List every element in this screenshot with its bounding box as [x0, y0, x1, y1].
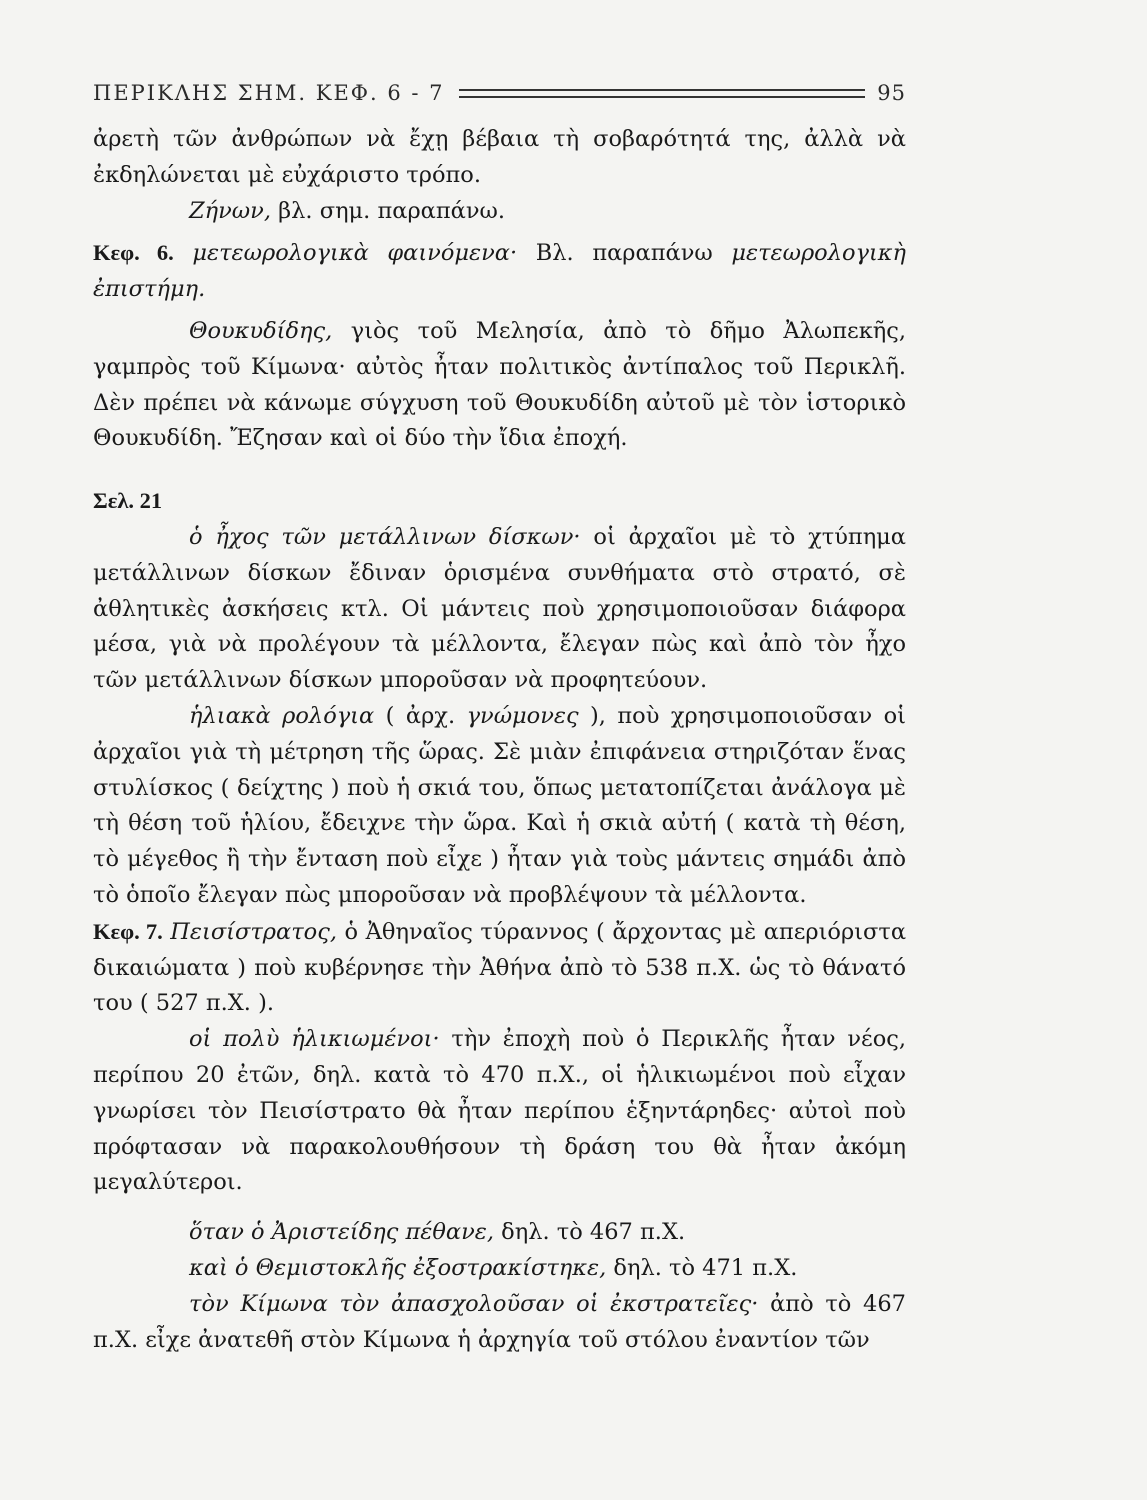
note-text: οἱ ἀρχαῖοι μὲ τὸ χτύπημα μετάλλινων δίσκων ἔδιναν ὁρισμένα συνθήματα στὸ στρατό, σὲ ἀθλητικὲς ἀσκήσεις κτλ. Οἱ μάντεις ποὺ χρησιμοποιοῦσαν διάφορα μέσα, γιὰ νὰ προλέγουν τὰ μέλλοντα, ἔλεγαν πὼς καὶ ἀπὸ τὸν ἦχο τῶν μετάλλινων δίσκων μποροῦσαν νὰ προφητεύουν. — [93, 523, 906, 694]
note-text: Βλ. παραπάνω — [517, 240, 732, 267]
note-term: μετεωρολογικὰ φαινόμενα· — [192, 240, 518, 267]
note-text: βλ. σημ. παραπάνω. — [270, 197, 506, 224]
note-term: οἱ πολὺ ἡλικιωμένοι· — [189, 1026, 440, 1053]
chapter-label: Κεφ. 6. — [93, 240, 174, 266]
note-term: ὁ ἦχος τῶν μετάλλινων δίσκων· — [189, 523, 581, 550]
page-number: 95 — [877, 81, 906, 105]
note-entry — [93, 194, 906, 230]
note-entry — [93, 1251, 906, 1287]
note-text: δηλ. τὸ 471 π.Χ. — [606, 1254, 798, 1281]
note-term: Ζήνων, — [189, 197, 271, 224]
note-text: ὁ Ἀθηναῖος τύραννος ( ἄρχοντας μὲ απεριόριστα δικαιώματα ) ποὺ κυβέρνησε τὴν Ἀθήνα ἀπὸ τὸ 538 π.Χ. ὡς τὸ θάνατό του ( 527 π.Χ. ). — [93, 918, 907, 1017]
note-entry — [93, 1022, 906, 1201]
note-term: γνώμονες — [466, 702, 579, 729]
chapter-note — [93, 914, 906, 1022]
section-label: Σελ. 21 — [93, 488, 163, 514]
note-text: γιὸς τοῦ Μελησία, ἀπὸ τὸ δῆμο Ἀλωπεκῆς, γαμπρὸς τοῦ Κίμωνα· αὐτὸς ἦταν πολιτικὸς ἀντίπαλος τοῦ Περικλῆ. Δὲν πρέπει νὰ κάνωμε σύγχυση τοῦ Θουκυδίδη αὐτοῦ μὲ τὸν ἱστορικὸ Θουκυδίδη. Ἔζησαν καὶ οἱ δύο τὴν ἴδια ἐποχή. — [93, 317, 906, 452]
note-term: Πεισίστρατος, — [170, 918, 337, 945]
note-term: μετεωρολογικὴ ἐπιστήμη. — [93, 240, 907, 303]
running-header — [93, 78, 906, 108]
note-term: ὅταν ὁ Ἀριστείδης πέθανε, — [189, 1219, 495, 1246]
note-entry — [93, 314, 906, 457]
section-heading — [93, 483, 906, 520]
note-entry — [93, 1287, 906, 1359]
note-term: τὸν Κίμωνα τὸν ἀπασχολοῦσαν οἱ ἐκστρατεῖες· — [189, 1290, 759, 1317]
note-term: καὶ ὁ Θεμιστοκλῆς ἐξοστρακίστηκε, — [189, 1254, 607, 1281]
note-term: Θουκυδίδης, — [189, 317, 333, 344]
paragraph-text: ἀρετὴ τῶν ἀνθρώπων νὰ ἔχῃ βέβαια τὴ σοβαρότητά της, ἀλλὰ νὰ ἐκδηλώνεται μὲ εὐχάριστο τρόπο. — [93, 126, 906, 188]
note-text: ἀπὸ τὸ 467 π.Χ. εἶχε ἀνατεθῆ στὸν Κίμωνα ἡ ἀρχηγία τοῦ στόλου ἐναντίον τῶν — [93, 1290, 906, 1353]
note-entry — [93, 520, 906, 699]
note-text: ), ποὺ χρησιμοποιοῦσαν οἱ ἀρχαῖοι γιὰ τὴ μέτρηση τῆς ὥρας. Σὲ μιὰν ἐπιφάνεια στηριζόταν ἕνας στυλίσκος ( δείχτης ) ποὺ ἡ σκιά του, ὅπως μετατοπίζεται ἀνάλογα μὲ τὴ θέση τοῦ ἡλίου, ἔδειχνε τὴν ὥρα. Καὶ ἡ σκιὰ αὐτή ( κατὰ τὴ θέση, τὸ μέγεθος ἢ τὴν ἔνταση ποὺ εἶχε ) ἦταν γιὰ τοὺς μάντεις σημάδι ἀπὸ τὸ ὁποῖο ἔλεγαν πὼς μποροῦσαν νὰ προβλέψουν τὰ μέλλοντα. — [93, 702, 906, 908]
note-entry — [93, 1215, 906, 1251]
chapter-note — [93, 235, 906, 308]
note-text: ( ἀρχ. — [374, 702, 467, 729]
header-title: ΠΕΡΙΚΛΗΣ ΣΗΜ. ΚΕΦ. 6 - 7 — [93, 81, 445, 105]
note-text: τὴν ἐποχὴ ποὺ ὁ Περικλῆς ἦταν νέος, περίπου 20 ἐτῶν, δηλ. κατὰ τὸ 470 π.Χ., οἱ ἡλικιωμένοι ποὺ εἶχαν γνωρίσει τὸν Πεισίστρατο θὰ ἦταν περίπου ἑξηντάρηδες· αὐτοὶ ποὺ πρόφτασαν νὰ παρακολουθήσουν τὴ δράση του θὰ ἦταν ἀκόμη μεγαλύτεροι. — [93, 1026, 906, 1196]
page-body — [93, 122, 906, 1358]
note-term: ἡλιακὰ ρολόγια — [189, 702, 375, 729]
note-text: δηλ. τὸ 467 π.Χ. — [494, 1219, 686, 1246]
chapter-label: Κεφ. 7. — [93, 918, 163, 944]
header-double-rule — [459, 89, 866, 98]
note-entry — [93, 699, 906, 914]
paragraph — [93, 122, 906, 194]
